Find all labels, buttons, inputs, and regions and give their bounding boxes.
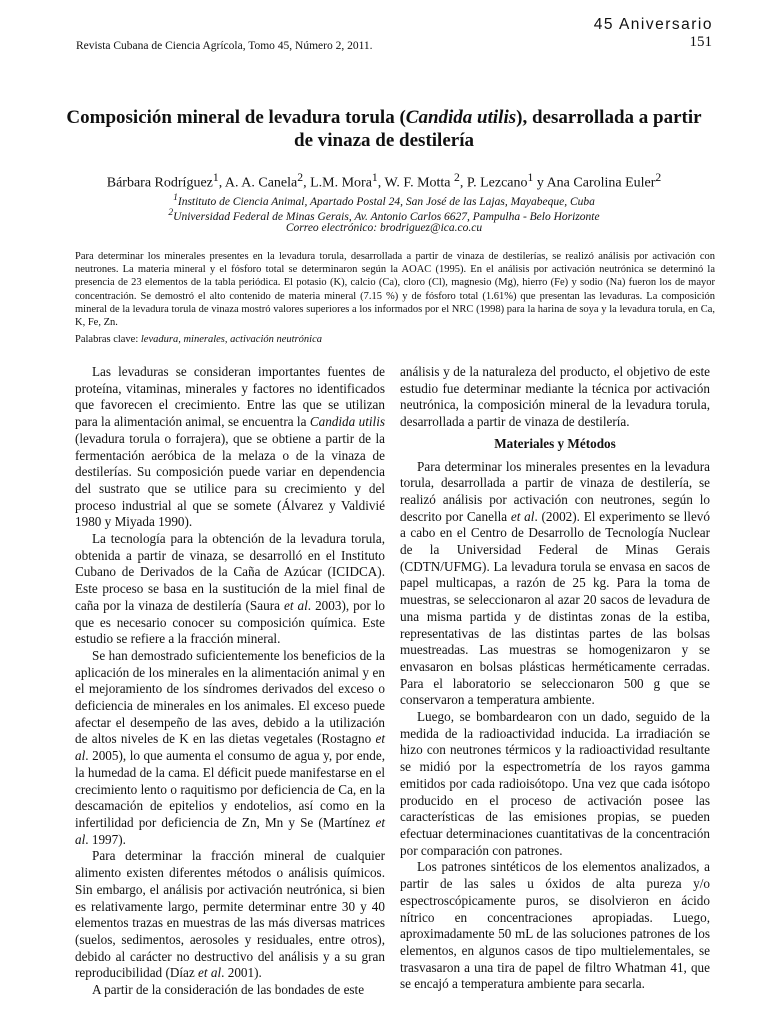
- paragraph: [75, 648, 385, 848]
- author-affiliation-mark: 1: [527, 171, 534, 184]
- author-affiliation-mark: 1: [212, 171, 219, 184]
- text-run: . 2003), por lo que es necesario conocer su composición química. Este estudio se refiere a la fracción mineral.: [75, 597, 386, 647]
- author-name: , W. F. Motta: [377, 175, 455, 191]
- author-name: , L.M. Mora: [303, 175, 372, 191]
- author-name: , P. Lezcano: [459, 175, 528, 191]
- keywords-value: levadura, minerales, activación neutrónica: [140, 334, 322, 345]
- text-run: Las levaduras se consideran importantes fuentes de proteína, vitaminas, minerales y factores no identificados que favorecen el crecimiento. Entre las que se utilizan para la alimentación animal, se encuentra la: [75, 364, 385, 430]
- paragraph: [400, 459, 710, 710]
- abstract: Para determinar los minerales presentes en la levadura torula, desarrollada a partir de vinaza de destilerías, se realizó análisis por activación con neutrones. La materia mineral y el fósforo total se determinaron según la AOAC (1995). En el análisis por activación neutrónica se determinó la presencia de 23 elementos de la tabla periódica. El potasio (K), calcio (Ca), cloro (Cl), magnesio (Mg), hierro (Fe) y sodio (Na) fueron los de mayor concentración. Se demostró el alto contenido de materia mineral (7.15 %) y de fósforo total (1.61%) que presentan las levaduras. La composición mineral de la levadura torula de vinaza mostró valores superiores a los informados por el NRC (1998) para la harina de soya y la levadura torula, en Ca, K, Fe, Zn.: [75, 251, 715, 329]
- title-part-2: ), desarrollada a partir de vinaza de destilería: [294, 107, 702, 151]
- left-column: [75, 364, 385, 999]
- title-species: Candida utilis: [405, 107, 517, 128]
- paragraph: A partir de la consideración de las bondades de este: [92, 982, 365, 998]
- author-name: y Ana Carolina Euler: [533, 175, 656, 191]
- anniversary-label: 45 Aniversario: [593, 16, 713, 33]
- text-run: Para determinar la fracción mineral de cualquier alimento existen diferentes métodos o análisis químicos. Sin embargo, el análisis por activación neutrónica, si bien es relativamente largo, permite determinar entre 30 y 40 elementos trazas en muestras de las más diversas matrices (suelos, sedimentos, aerosoles y residuales, entre otros), debido al carácter no destructivo del análisis y a su gran reproducibilidad (Díaz: [75, 848, 385, 981]
- author-list: [60, 171, 708, 192]
- paragraph: Los patrones sintéticos de los elementos analizados, a partir de las sales u óxidos de alta pureza y/o espectroscópicamente puros, se disolvieron en ácido nítrico en concentraciones apropiadas. Luego, aproximadamente 50 mL de las soluciones patrones de los elementos, en algunos casos de tipo multielementales, se trasvasaron a una tira de papel de filtro Whatman 41, que se encajó a temperatura ambiente para secarla.: [400, 859, 710, 992]
- affiliation-text: Universidad Federal de Minas Gerais, Av. Antonio Carlos 6627, Pampulha - Belo Horizonte: [173, 210, 600, 223]
- keywords-label: Palabras clave:: [75, 334, 141, 345]
- paper-title: [60, 106, 708, 152]
- paragraph: Luego, se bombardearon con un dado, seguido de la medida de la radioactividad inducida. La irradiación se hizo con neutrones térmicos y la radioactividad resultante se midió por la espectrometría de los rayos gamma emitidos por cada radioisótopo. Una vez que cada isótopo producido en el proceso de activación posee las características de las emisiones propias, se pueden efectuar determinaciones cuantitativas de la concentración por comparación con patrones.: [400, 709, 710, 858]
- paragraph: [75, 531, 385, 648]
- paragraph: [75, 848, 385, 982]
- species-name: Candida utilis: [309, 414, 385, 430]
- affiliation-2: [60, 207, 708, 223]
- author-affiliation-mark: 2: [297, 171, 304, 184]
- author-name: Bárbara Rodríguez: [106, 175, 213, 191]
- citation-etal: et al: [510, 508, 535, 524]
- title-part-1: Composición mineral de levadura torula (: [66, 107, 406, 128]
- page-number: 151: [689, 34, 712, 50]
- text-run: . 1997).: [85, 831, 126, 847]
- text-run: Para determinar los minerales presentes en la levadura torula, desarrollada a partir de vinaza de destilería, se realizó análisis por activación con neutrones, según lo descrito por Canella: [400, 458, 710, 524]
- citation-etal: et al: [75, 814, 385, 847]
- citation-etal: et al: [198, 965, 222, 981]
- affiliation-text: Instituto de Ciencia Animal, Apartado Postal 24, San José de las Lajas, Mayabeque, Cuba: [177, 195, 595, 208]
- affiliation-mark: 2: [168, 207, 174, 218]
- text-run: La tecnología para la obtención de la levadura torula, obtenida a partir de vinaza, se desarrolló en el Instituto Cubano de Derivados de la Caña de Azúcar (ICIDCA). Este proceso se basa en la sustitución de la miel final de caña por la vinaza de destilería (Saura: [75, 531, 385, 613]
- author-affiliation-mark: 2: [454, 171, 460, 184]
- citation-etal: et al: [75, 731, 385, 764]
- paragraph: [75, 364, 385, 531]
- author-name: , A. A. Canela: [218, 175, 298, 191]
- author-affiliation-mark: 2: [655, 171, 662, 184]
- citation-etal: et al: [283, 597, 308, 613]
- text-run: . (2002). El experimento se llevó a cabo en el Centro de Desarrollo de Tecnología Nuclear de la Universidad Federal de Minas Gerais (CDTN/UFMG). La levadura torula se envasa en sacos de papel multicapas, a razón de 25 kg. Para la toma de muestras, se seleccionaron al azar 20 sacos de levadura de una misma partida y de distintas zonas de la estiba, representativas de las distintas partes de las bolsas muestreadas. Las muestras se homogenizaron y se envasaron en bolsas plásticas herméticamente cerradas. Para el laboratorio se seleccionaron 500 g que se conservaron a temperatura ambiente.: [400, 508, 710, 708]
- text-run: (levadura torula o forrajera), que se obtiene a partir de la fermentación aeróbica de la melaza o de la vinaza de destilerías. Su composición puede variar en dependencia del sustrato que se utilice para su crecimiento y del proceso industrial al que se somete (Álvarez y Valdivié 1980 y Miyada 1990).: [75, 430, 385, 530]
- keywords: [75, 334, 322, 345]
- text-run: . 2005), lo que aumenta el consumo de agua y, por ende, la humedad de la cama. El déficit puede manifestarse en el crecimiento lento o raquitismo por deficiencia de Ca, en la descamación de epitelios y endotelios, así como en la infertilidad por deficiencia de Zn, Mn y Se (Martínez: [75, 748, 385, 830]
- journal-reference: Revista Cubana de Ciencia Agrícola, Tomo 45, Número 2, 2011.: [76, 40, 373, 52]
- affiliation-mark: 1: [173, 192, 178, 203]
- contact-email: Correo electrónico: brodriguez@ica.co.cu: [285, 222, 483, 234]
- text-run: Se han demostrado suficientemente los beneficios de la aplicación de los minerales en la alimentación animal y en el mejoramiento de los síndromes derivados del exceso o deficiencia de minerales en los animales. El exceso puede afectar el desempeño de las aves, debido a la utilización de altos niveles de K en las dietas vegetales (Rostagno: [75, 647, 385, 747]
- affiliation-1: [60, 192, 708, 208]
- section-heading: Materiales y Métodos: [494, 435, 616, 451]
- author-affiliation-mark: 1: [371, 171, 378, 184]
- right-column: [400, 364, 710, 993]
- paragraph: análisis y de la naturaleza del producto, el objetivo de este estudio fue determinar mediante la técnica por activación neutrónica, la composición mineral de la levadura torula, desarrollada a partir de vinaza de destilería.: [400, 364, 710, 430]
- text-run: . 2001).: [221, 965, 262, 981]
